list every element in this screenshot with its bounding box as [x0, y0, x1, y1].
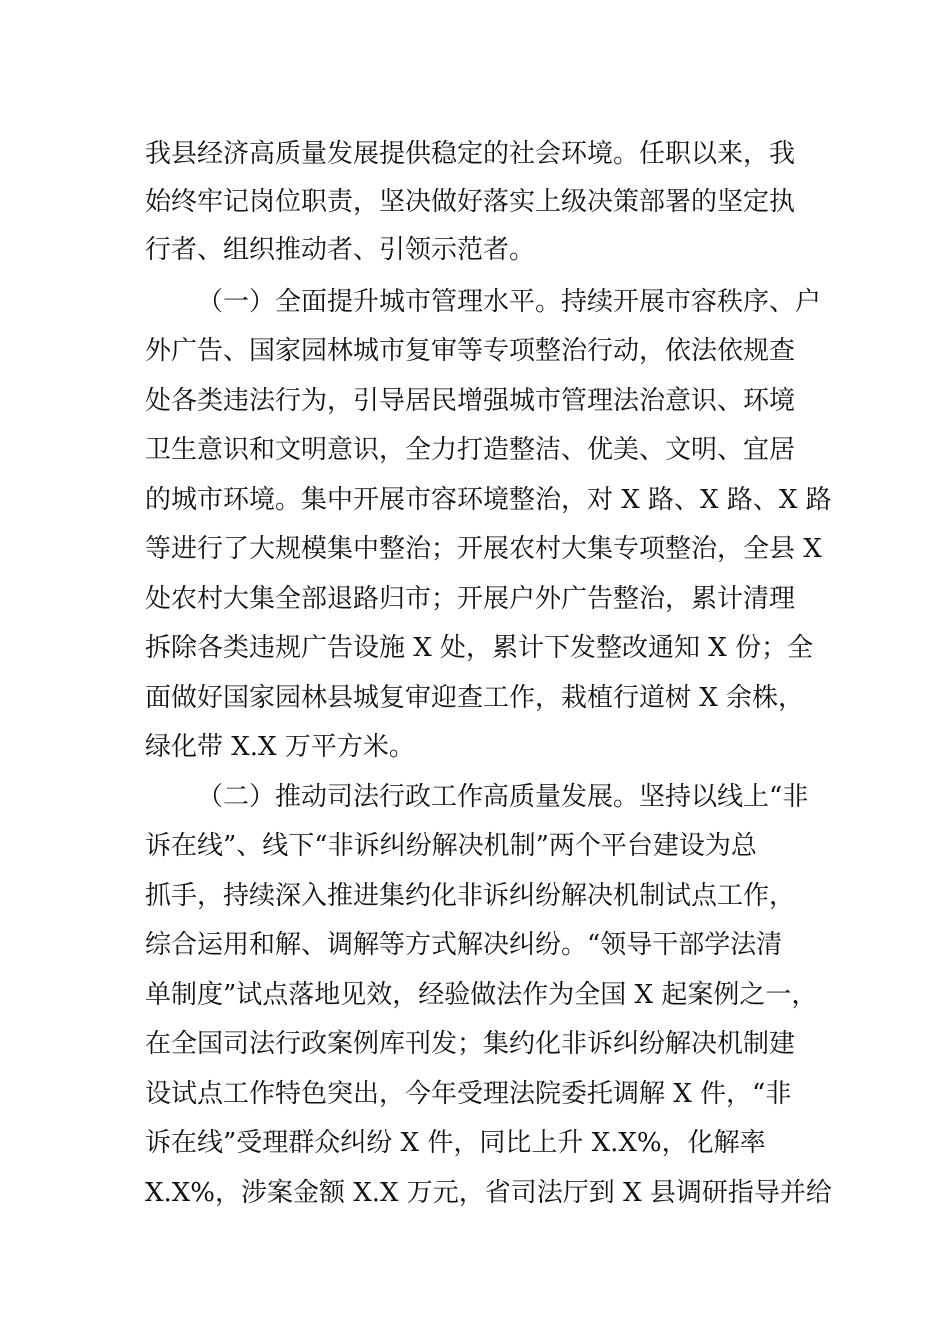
text-line: X.X%，涉案金额 X.X 万元，省司法厅到 X 县调研指导并给 [145, 1178, 832, 1208]
paragraph-heading-line: （二）推动司法行政工作高质量发展。坚持以线上“非 [197, 782, 809, 812]
text-line: 诉在线”受理群众纠纷 X 件，同比上升 X.X%，化解率 [145, 1128, 766, 1158]
text-line: 行者、组织推动者、引领示范者。 [145, 235, 536, 265]
paragraph-heading-line: （一）全面提升城市管理水平。持续开展市容秩序、户 [197, 287, 822, 317]
text-line: 单制度”试点落地见效，经验做法作为全国 X 起案例之一， [145, 980, 818, 1010]
text-line: 综合运用和解、调解等方式解决纠纷。“领导干部学法清 [145, 930, 783, 960]
text-line: 处各类违法行为，引导居民增强城市管理法治意识、环境 [145, 386, 796, 416]
text-line: 面做好国家园林县城复审迎查工作，栽植行道树 X 余株， [145, 683, 805, 713]
text-line: 的城市环境。集中开展市容环境整治，对 X 路、X 路、X 路 [145, 485, 832, 515]
text-line: 拆除各类违规广告设施 X 处，累计下发整改通知 X 份；全 [145, 633, 814, 663]
text-line: 始终牢记岗位职责，坚决做好落实上级决策部署的坚定执 [145, 187, 796, 217]
text-line: 卫生意识和文明意识，全力打造整洁、优美、文明、宜居 [145, 435, 796, 465]
text-line: 诉在线”、线下“非诉纠纷解决机制”两个平台建设为总 [145, 831, 757, 861]
text-line: 设试点工作特色突出，今年受理法院委托调解 X 件，“非 [145, 1079, 792, 1109]
text-line: 处农村大集全部退路归市；开展户外广告整治，累计清理 [145, 584, 796, 614]
text-line: 我县经济高质量发展提供稳定的社会环境。任职以来，我 [145, 139, 796, 169]
text-line: 抓手，持续深入推进集约化非诉纠纷解决机制试点工作， [145, 881, 796, 911]
text-line: 绿化带 X.X 万平方米。 [145, 732, 415, 762]
text-line: 在全国司法行政案例库刊发；集约化非诉纠纷解决机制建 [145, 1029, 796, 1059]
text-line: 等进行了大规模集中整治；开展农村大集专项整治，全县 X [145, 534, 822, 564]
text-line: 外广告、国家园林城市复审等专项整治行动，依法依规查 [145, 336, 796, 366]
